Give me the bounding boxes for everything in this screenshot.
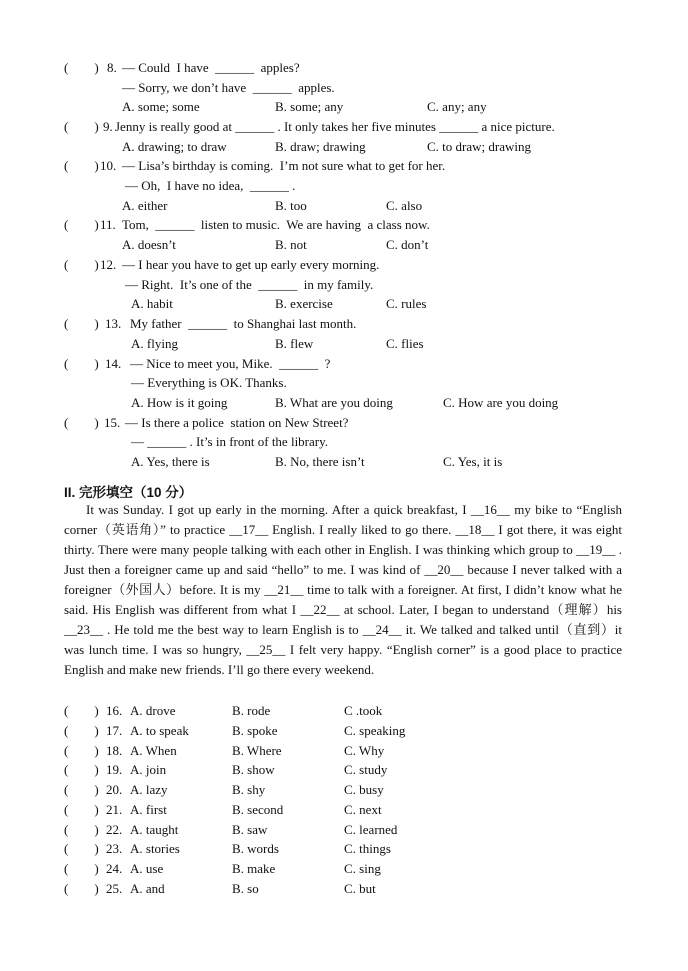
option-b: B. spoke [232, 723, 278, 738]
question-number: 18. [106, 743, 123, 758]
question-number: 22. [106, 822, 123, 837]
question-line: — Everything is OK. Thanks. [131, 375, 287, 390]
option-c: C. flies [386, 336, 424, 351]
option-c: C. any; any [427, 99, 487, 114]
option-a: A. to speak [130, 723, 189, 738]
answer-paren: ( ) [64, 762, 99, 777]
option-b: B. rode [232, 703, 271, 718]
question-number: 8. [107, 60, 117, 75]
answer-paren: ( ) [64, 743, 99, 758]
option-a: A. doesn’t [122, 237, 176, 252]
answer-paren: ( ) [64, 802, 99, 817]
option-c: C. busy [344, 782, 384, 797]
question-line: — Sorry, we don’t have ______ apples. [122, 80, 335, 95]
option-a: A. How is it going [131, 395, 228, 410]
question-line: — Right. It’s one of the ______ in my family. [125, 277, 374, 292]
option-c: C. sing [344, 861, 381, 876]
question-number: 25. [106, 881, 123, 896]
option-b: B. draw; drawing [275, 139, 366, 154]
question-number: 16. [106, 703, 123, 718]
question-number: 23. [106, 841, 123, 856]
question-line: Tom, ______ listen to music. We are having a class now. [122, 217, 430, 232]
option-c: C .took [344, 703, 383, 718]
answer-paren: ( ) [64, 782, 99, 797]
answer-paren: ( ) [64, 257, 99, 272]
option-c: C. speaking [344, 723, 406, 738]
option-b: B. too [275, 198, 307, 213]
option-b: B. saw [232, 822, 268, 837]
answer-paren: ( ) [64, 217, 99, 232]
question-number: 14. [105, 356, 122, 371]
option-b: B. not [275, 237, 307, 252]
option-a: A. drawing; to draw [122, 139, 227, 154]
option-a: A. lazy [130, 782, 168, 797]
question-number: 17. [106, 723, 123, 738]
option-b: B. second [232, 802, 284, 817]
question-number: 24. [106, 861, 123, 876]
option-b: B. What are you doing [275, 395, 393, 410]
option-c: C. to draw; drawing [427, 139, 531, 154]
question-number: 11. [100, 217, 116, 232]
question-number: 9. [103, 119, 113, 134]
option-c: C. Why [344, 743, 385, 758]
option-c: C. next [344, 802, 382, 817]
option-a: A. drove [130, 703, 176, 718]
question-number: 13. [105, 316, 122, 331]
question-line: — Is there a police station on New Street? [125, 415, 349, 430]
answer-paren: ( ) [64, 822, 99, 837]
answer-paren: ( ) [64, 356, 99, 371]
question-line: — Nice to meet you, Mike. ______ ? [130, 356, 331, 371]
answer-paren: ( ) [64, 881, 99, 896]
option-c: C. study [344, 762, 388, 777]
option-a: A. habit [131, 296, 173, 311]
cloze-passage [64, 500, 622, 680]
question-line: Jenny is really good at ______ . It only takes her five minutes ______ a nice picture. [115, 119, 555, 134]
answer-paren: ( ) [64, 723, 99, 738]
answer-paren: ( ) [64, 60, 99, 75]
option-b: B. some; any [275, 99, 344, 114]
question-number: 12. [100, 257, 117, 272]
option-b: B. exercise [275, 296, 333, 311]
answer-paren: ( ) [64, 119, 99, 134]
option-b: B. Where [232, 743, 282, 758]
option-a: A. and [130, 881, 165, 896]
option-b: B. make [232, 861, 276, 876]
option-c: C. things [344, 841, 391, 856]
option-a: A. stories [130, 841, 180, 856]
option-c: C. don’t [386, 237, 429, 252]
question-line: My father ______ to Shanghai last month. [130, 316, 357, 331]
option-c: C. rules [386, 296, 427, 311]
option-b: B. words [232, 841, 279, 856]
option-b: B. No, there isn’t [275, 454, 365, 469]
question-line: — Oh, I have no idea, ______ . [125, 178, 296, 193]
answer-paren: ( ) [64, 316, 99, 331]
question-line: — Could I have ______ apples? [122, 60, 300, 75]
question-line: — I hear you have to get up early every morning. [122, 257, 380, 272]
option-a: A. taught [130, 822, 179, 837]
answer-paren: ( ) [64, 703, 99, 718]
option-a: A. When [130, 743, 177, 758]
option-a: A. use [130, 861, 164, 876]
option-a: A. join [130, 762, 167, 777]
question-number: 10. [100, 158, 117, 173]
question-number: 19. [106, 762, 123, 777]
question-line: — ______ . It’s in front of the library. [131, 434, 329, 449]
option-c: C. How are you doing [443, 395, 559, 410]
option-c: C. but [344, 881, 376, 896]
option-c: C. learned [344, 822, 398, 837]
answer-paren: ( ) [64, 158, 99, 173]
answer-paren: ( ) [64, 841, 99, 856]
option-c: C. also [386, 198, 423, 213]
option-a: A. Yes, there is [131, 454, 210, 469]
question-number: 21. [106, 802, 123, 817]
option-b: B. show [232, 762, 275, 777]
answer-paren: ( ) [64, 415, 99, 430]
question-number: 15. [104, 415, 121, 430]
option-a: A. flying [131, 336, 178, 351]
option-c: C. Yes, it is [443, 454, 503, 469]
question-line: — Lisa’s birthday is coming. I’m not sure what to get for her. [122, 158, 446, 173]
option-b: B. so [232, 881, 259, 896]
passage-text: It was Sunday. I got up early in the morning. After a quick breakfast, I __16__ my bike to “English corner（英语角）” to practice __17__ English. I really liked to go there. __18__ I got there, it was eight thirty. There were many people talking with each other in English. I was thinking which group to __19__ . Just then a foreigner came up and said “hello” to me. I was kind of __20__ because I never talked with a foreigner（外国人）before. It is my __21__ time to talk with a foreigner. At first, I didn’t know what he said. His English was different from what I __22__ at school. Later, I began to understand（理解）his __23__ . He told me the best way to learn English is to __24__ it. We talked and talked until（直到）it was lunch time. I was so hungry, __25__ I felt very happy. “English corner” is a good place to practice English and make new friends. I’ll go there every weekend. [64, 502, 622, 677]
section-title: II. 完形填空（10 分） [64, 485, 193, 500]
question-number: 20. [106, 782, 123, 797]
option-a: A. some; some [122, 99, 200, 114]
answer-paren: ( ) [64, 861, 99, 876]
option-a: A. either [122, 198, 168, 213]
option-b: B. shy [232, 782, 266, 797]
option-a: A. first [130, 802, 167, 817]
option-b: B. flew [275, 336, 314, 351]
